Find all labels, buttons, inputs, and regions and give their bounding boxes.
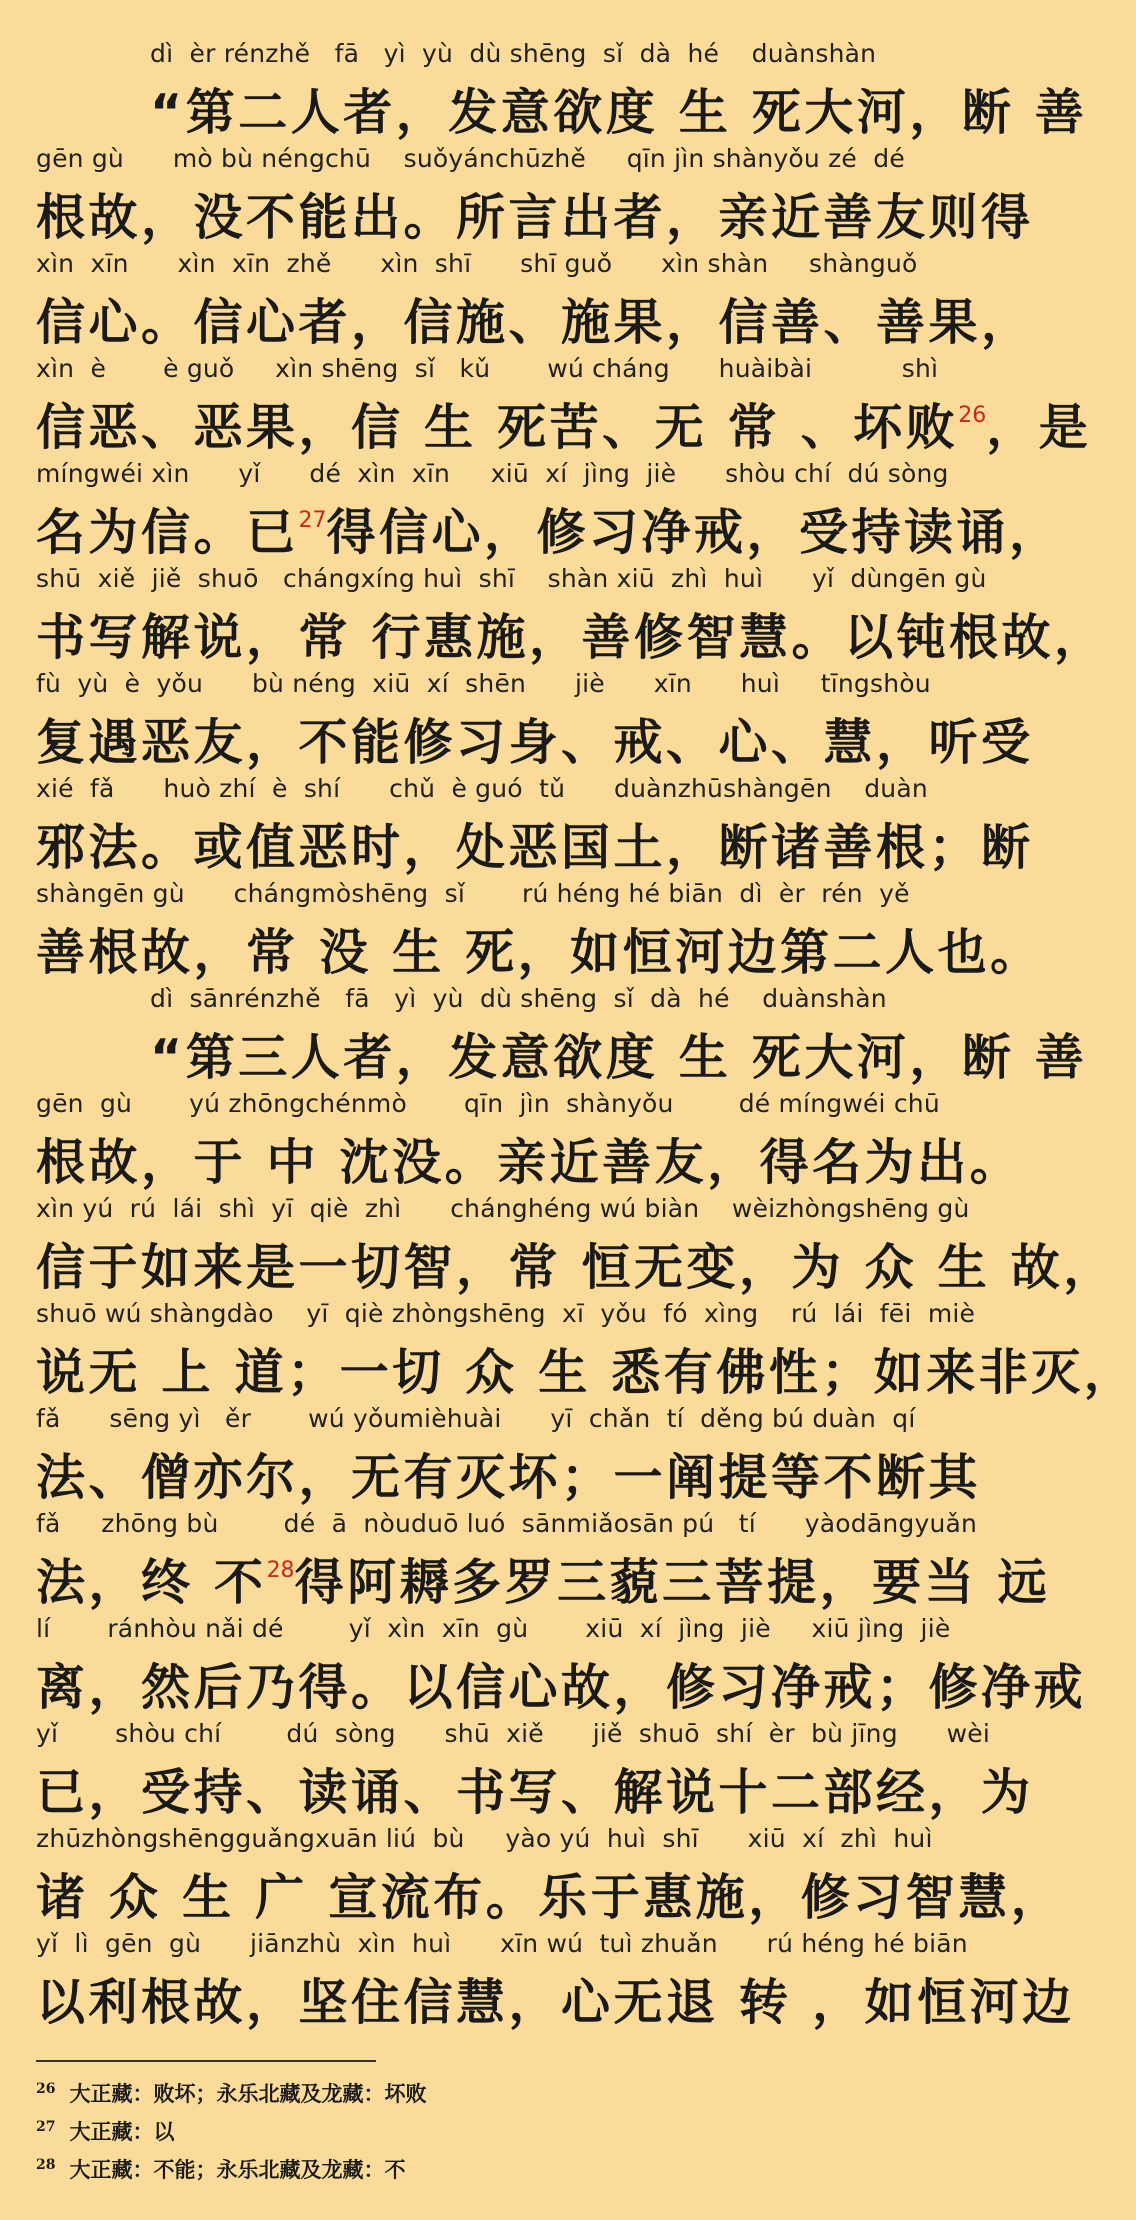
pinyin-line: xìn yú rú lái shì yī qiè zhì chánghéng wú biàn wèizhòngshēng gù — [36, 1194, 970, 1223]
text-line — [36, 563, 1107, 667]
pinyin-line: dì sānrénzhě fā yì yù dù shēng sǐ dà hé duànshàn — [150, 984, 887, 1013]
hanzi-line — [36, 1328, 1136, 1406]
text-line — [36, 1928, 1075, 2032]
footnote-number: 26 — [36, 2081, 56, 2097]
hanzi-text: 得信心，修习净戒，受持读诵， — [326, 504, 1062, 561]
hanzi-line — [36, 488, 1062, 566]
pinyin-line: zhūzhòngshēngguǎngxuān liú bù yào yú huì shī xiū xí zhì huì — [36, 1824, 933, 1853]
pinyin-line: xìn è è guǒ xìn shēng sǐ kǔ wú cháng huàibài shì — [36, 354, 939, 383]
footnote-text: 大正藏：败坏；永乐北藏及龙藏：坏败 — [69, 2081, 427, 2106]
hanzi-line — [36, 1223, 1116, 1301]
text-line — [36, 458, 1062, 562]
text-line — [150, 38, 1088, 142]
text-line — [36, 1088, 1046, 1192]
pinyin-line: shuō wú shàngdào yī qiè zhòngshēng xī yǒu fó xìng rú lái fēi miè — [36, 1299, 976, 1328]
footnote-text: 大正藏：以 — [69, 2119, 175, 2144]
hanzi-line — [36, 1958, 1075, 2036]
footnote-text: 大正藏：不能；永乐北藏及龙藏：不 — [69, 2157, 406, 2182]
text-line — [36, 668, 1046, 772]
hanzi-line — [36, 698, 1046, 776]
hanzi-line — [36, 278, 1046, 356]
footnote-27 — [36, 2112, 174, 2147]
hanzi-text: 书写解说，常 行惠施，善修智慧。以钝根故， — [36, 609, 1107, 666]
footnote-ref-28: 28 — [266, 1558, 295, 1583]
hanzi-line — [36, 173, 1046, 251]
hanzi-text: 名为信。已 — [36, 504, 299, 561]
footnote-28 — [36, 2150, 405, 2185]
text-line — [36, 1193, 1116, 1297]
text-line — [36, 1823, 1064, 1927]
pinyin-line: gēn gù yú zhōngchénmò qīn jìn shànyǒu dé míngwéi chū — [36, 1089, 940, 1118]
pinyin-line: shū xiě jiě shuō chángxíng huì shī shàn xiū zhì huì yǐ dùngēn gù — [36, 564, 987, 593]
pinyin-line: xié fǎ huò zhí è shí chǔ è guó tǔ duànzhūshàngēn duàn — [36, 774, 928, 803]
pinyin-line: xìn xīn xìn xīn zhě xìn shī shī guǒ xìn shàn shànguǒ — [36, 249, 918, 278]
text-line — [36, 1613, 1087, 1717]
hanzi-text: 已，受持、读诵、书写、解说十二部经，为 — [36, 1764, 1034, 1821]
hanzi-text: 得阿耨多罗三藐三菩提，要当 远 — [294, 1554, 1051, 1611]
text-line — [36, 1298, 1136, 1402]
footnote-ref-27: 27 — [298, 508, 327, 533]
hanzi-line — [36, 1538, 1051, 1616]
hanzi-text: ，是 — [986, 399, 1092, 456]
hanzi-text: 以利根故，坚住信慧，心无退 转 ，如恒河边 — [36, 1974, 1075, 2031]
hanzi-line — [36, 1643, 1087, 1721]
hanzi-text: 诸 众 生 广 宣流布。乐于惠施，修习智慧， — [36, 1869, 1064, 1926]
hanzi-line — [36, 1433, 1046, 1511]
text-line — [36, 1508, 1051, 1612]
hanzi-text: “第二人者，发意欲度 生 死大河，断 善 — [150, 84, 1088, 141]
hanzi-line — [36, 1748, 1046, 1826]
pinyin-line: fǎ zhōng bù dé ā nòuduō luó sānmiǎosān pú tí yàodāngyuǎn — [36, 1509, 978, 1538]
text-line — [36, 1403, 1046, 1507]
text-line — [36, 878, 1046, 982]
pinyin-line: shàngēn gù chángmòshēng sǐ rú héng hé biān dì èr rén yě — [36, 879, 910, 908]
pinyin-line: míngwéi xìn yǐ dé xìn xīn xiū xí jìng jiè shòu chí dú sòng — [36, 459, 949, 488]
hanzi-text: 信恶、恶果，信 生 死苦、无 常 、坏败 — [36, 399, 959, 456]
pinyin-line: dì èr rénzhě fā yì yù dù shēng sǐ dà hé duànshàn — [150, 39, 877, 68]
hanzi-text: 善根故，常 没 生 死，如恒河边第二人也。 — [36, 924, 1043, 981]
text-line — [36, 353, 1092, 457]
hanzi-text: 信于如来是一切智，常 恒无变，为 众 生 故， — [36, 1239, 1116, 1296]
text-line — [150, 983, 1088, 1087]
hanzi-line — [150, 1013, 1088, 1091]
hanzi-text: 根故，于 中 沈没。亲近善友，得名为出。 — [36, 1134, 1023, 1191]
hanzi-text: 法，终 不 — [36, 1554, 267, 1611]
text-line — [36, 248, 1046, 352]
footnote-divider — [36, 2060, 376, 2062]
pinyin-line: yǐ shòu chí dú sòng shū xiě jiě shuō shí èr bù jīng wèi — [36, 1719, 991, 1748]
hanzi-line — [36, 1853, 1064, 1931]
pinyin-line: gēn gù mò bù néngchū suǒyánchūzhě qīn jìn shànyǒu zé dé — [36, 144, 905, 173]
footnote-ref-26: 26 — [958, 403, 987, 428]
hanzi-text: 复遇恶友，不能修习身、戒、心、慧，听受 — [36, 714, 1034, 771]
text-line — [36, 143, 1046, 247]
hanzi-line — [36, 1118, 1046, 1196]
footnote-number: 27 — [36, 2119, 56, 2135]
hanzi-line — [36, 803, 1046, 881]
hanzi-text: 法、僧亦尔，无有灭坏；一阐提等不断其 — [36, 1449, 982, 1506]
hanzi-text: 说无 上 道；一切 众 生 悉有佛性；如来非灭， — [36, 1344, 1136, 1401]
text-line — [36, 1718, 1046, 1822]
hanzi-line — [36, 593, 1107, 671]
pinyin-line: lí ránhòu nǎi dé yǐ xìn xīn gù xiū xí jìng jiè xiū jìng jiè — [36, 1614, 951, 1643]
pinyin-line: yǐ lì gēn gù jiānzhù xìn huì xīn wú tuì zhuǎn rú héng hé biān — [36, 1929, 968, 1958]
hanzi-text: 信心。信心者，信施、施果，信善、善果， — [36, 294, 1034, 351]
footnote-number: 28 — [36, 2157, 56, 2173]
hanzi-text: 离，然后乃得。以信心故，修习净戒；修净戒 — [36, 1659, 1087, 1716]
hanzi-line — [150, 68, 1088, 146]
hanzi-text: 邪法。或值恶时，处恶国土，断诸善根；断 — [36, 819, 1034, 876]
hanzi-text: “第三人者，发意欲度 生 死大河，断 善 — [150, 1029, 1088, 1086]
pinyin-line: fù yù è yǒu bù néng xiū xí shēn jiè xīn huì tīngshòu — [36, 669, 931, 698]
hanzi-line — [36, 908, 1046, 986]
text-line — [36, 773, 1046, 877]
pinyin-line: fǎ sēng yì ěr wú yǒumièhuài yī chǎn tí děng bú duàn qí — [36, 1404, 916, 1433]
hanzi-line — [36, 383, 1092, 461]
hanzi-text: 根故，没不能出。所言出者，亲近善友则得 — [36, 189, 1034, 246]
footnote-26 — [36, 2074, 426, 2109]
